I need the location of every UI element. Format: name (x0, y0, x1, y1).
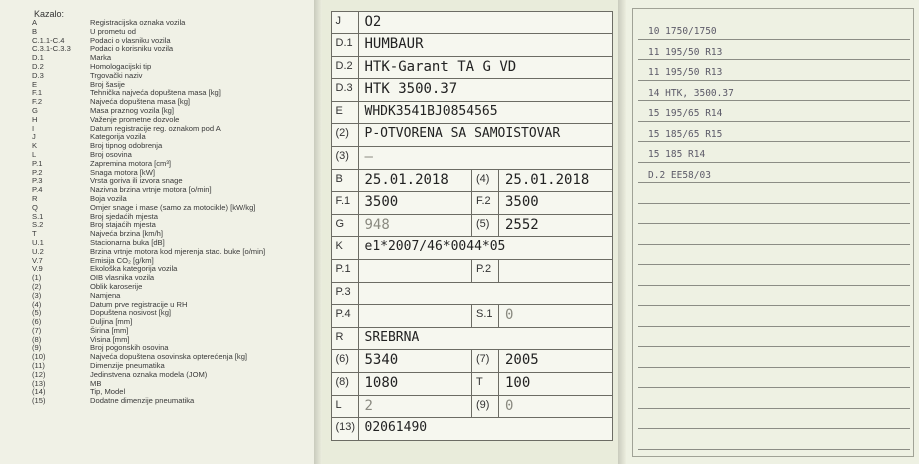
legend-description: Broj sjedaćih mjesta (90, 211, 158, 221)
note-line: 15 195/65 R14 (638, 101, 910, 122)
legend-code: K (32, 141, 38, 151)
field-code: P.4 (331, 304, 359, 328)
legend-description: Tehnička najveća dopuštena masa [kg] (90, 88, 221, 98)
legend-item (32, 98, 322, 107)
field-code: E (331, 101, 359, 125)
field-code: R (331, 327, 359, 351)
legend-code: (7) (32, 325, 42, 335)
legend-code: (4) (32, 299, 42, 309)
note-line (638, 183, 910, 204)
form-row-13 (331, 418, 612, 441)
legend-code: E (32, 79, 38, 89)
legend-code: P.1 (32, 158, 43, 168)
field-value-category: O2 (358, 11, 613, 35)
legend-item (32, 142, 322, 151)
legend-description: Marka (90, 53, 112, 63)
note-line (638, 306, 910, 327)
legend-description: Registracijska oznaka vozila (90, 18, 186, 27)
field-value-power (498, 259, 613, 283)
note-line: D.2 EE58/03 (638, 163, 910, 184)
legend-item (32, 213, 322, 222)
legend-description: Broj šasije (90, 79, 126, 89)
legend-item (32, 283, 322, 292)
legend-description: Kategorija vozila (90, 132, 146, 142)
legend-item (32, 274, 322, 283)
field-code: F.2 (471, 191, 499, 215)
legend-code: B (32, 26, 38, 36)
legend-code: (13) (32, 378, 46, 388)
legend-description: Namjena (90, 290, 121, 300)
note-line: 11 195/50 R13 (638, 40, 910, 61)
field-value-type: HTK-Garant TA G VD (358, 56, 613, 80)
note-line (638, 409, 910, 430)
legend-description: Boja vozila (90, 193, 127, 203)
legend-description: Širina [mm] (90, 325, 129, 335)
legend-code: (9) (32, 343, 42, 353)
legend-code: (14) (32, 387, 46, 397)
field-code: G (331, 214, 359, 238)
form-row-E (331, 101, 612, 124)
legend-description: Jedinstvena oznaka modela (JOM) (90, 369, 208, 379)
legend-item (32, 204, 322, 213)
legend-description: Dodatne dimenzije pneumatika (90, 396, 195, 406)
legend-description: Datum prve registracije u RH (90, 299, 188, 309)
legend-description: Podaci o vlasniku vozila (90, 35, 171, 45)
legend-code: F.2 (32, 97, 43, 107)
legend-code: R (32, 193, 38, 203)
legend-code: V.7 (32, 255, 43, 265)
field-value-height: 1080 (358, 372, 473, 396)
field-code: L (331, 395, 359, 419)
field-value-max-mass: 3500 (498, 191, 613, 215)
legend-item (32, 371, 322, 380)
field-value-trade-name: HTK 3500.37 (358, 78, 613, 102)
field-value-tech-max-mass: 3500 (358, 191, 473, 215)
legend-code: (8) (32, 334, 42, 344)
note-line: 11 195/50 R13 (638, 60, 910, 81)
legend-code: (1) (32, 273, 42, 283)
legend-description: Broj pogonskih osovina (90, 343, 169, 353)
field-code: P.3 (331, 282, 359, 306)
legend-code: J (32, 132, 36, 142)
field-value-rpm (358, 304, 473, 328)
legend-description: Nazivna brzina vrtnje motora [o/min] (90, 185, 212, 195)
field-value-first-reg-hr: 25.01.2018 (498, 169, 613, 193)
legend-description: Podaci o korisniku vozila (90, 44, 174, 54)
field-value-width: 2005 (498, 349, 613, 373)
field-code: (7) (471, 349, 499, 373)
legend-code: C.1.1-C.4 (32, 35, 65, 45)
note-line (638, 286, 910, 307)
legend-description: Najveća brzina [km/h] (90, 229, 164, 239)
form-row-L (331, 395, 612, 418)
legend-description: Važenje prometne dozvole (90, 114, 180, 124)
field-code: S.1 (471, 304, 499, 328)
note-line: 14 HTK, 3500.37 (638, 81, 910, 102)
legend-code: H (32, 114, 38, 124)
field-code: F.1 (331, 191, 359, 215)
legend-description: Homologacijski tip (90, 61, 152, 71)
legend-code: A (32, 18, 38, 27)
field-value-vin: WHDK3541BJ0854565 (358, 101, 613, 125)
legend-code: T (32, 229, 37, 239)
legend-description: Stacionarna buka [dB] (90, 237, 165, 247)
form-row-J (331, 11, 612, 34)
legend-code: (5) (32, 308, 42, 318)
legend-code: S.2 (32, 220, 44, 230)
legend-code: (11) (32, 361, 45, 371)
field-value-body: P-OTVORENA SA SAMOISTOVAR (358, 123, 613, 147)
legend-description: Oblik karoserije (90, 281, 143, 291)
legend-item (32, 133, 322, 142)
form-row-K (331, 237, 612, 260)
field-code: B (331, 169, 359, 193)
field-value-make: HUMBAUR (358, 33, 613, 57)
registration-form (331, 11, 612, 440)
field-value-max-speed: 100 (498, 372, 613, 396)
field-value-empty-mass: 948 (358, 214, 473, 238)
notes-lines (638, 19, 910, 450)
legend-code: C.3.1-C.3.3 (32, 44, 71, 54)
form-row-6 (331, 350, 612, 373)
field-code: (4) (471, 169, 499, 193)
field-code: (3) (331, 146, 359, 170)
note-line (638, 327, 910, 348)
legend-code: F.1 (32, 88, 43, 98)
form-row-F1 (331, 192, 612, 215)
form-row-P3 (331, 282, 612, 305)
legend-code: (10) (32, 352, 46, 362)
legend-item (32, 380, 322, 389)
legend-item (32, 28, 322, 37)
form-row-R (331, 327, 612, 350)
legend-item (32, 151, 322, 160)
legend-code: (3) (32, 290, 42, 300)
legend-code: Q (32, 202, 38, 212)
legend-item (32, 72, 322, 81)
legend-description: Zapremina motora [cm³] (90, 158, 172, 168)
legend-code: P.2 (32, 167, 43, 177)
legend-description: Dopuštena nosivost [kg] (90, 308, 172, 318)
note-line (638, 388, 910, 409)
legend-description: Najveća dopuštena masa [kg] (90, 97, 191, 107)
legend-item (32, 63, 322, 72)
field-code: T (471, 372, 499, 396)
legend-item (32, 318, 322, 327)
legend-item (32, 327, 322, 336)
legend-code: G (32, 105, 38, 115)
legend-description: Vrsta goriva ili izvora snage (90, 176, 183, 186)
legend-item (32, 257, 322, 266)
field-value-fuel (358, 282, 613, 306)
legend-description: Omjer snage i mase (samo za motocikle) [kW/kg] (90, 202, 256, 212)
note-line (638, 204, 910, 225)
legend-item (32, 37, 322, 46)
note-line: 15 185 R14 (638, 142, 910, 163)
form-row-P1 (331, 260, 612, 283)
legend-item (32, 353, 322, 362)
legend-description: Broj stajaćih mjesta (90, 220, 156, 230)
field-code: (5) (471, 214, 499, 238)
form-row-B (331, 169, 612, 192)
legend-description: Duljina [mm] (90, 317, 133, 327)
fold-line (618, 0, 626, 464)
note-line (638, 245, 910, 266)
legend-description: Broj osovina (90, 149, 132, 159)
legend-code: U.2 (32, 246, 44, 256)
legend-item (32, 301, 322, 310)
legend-description: Broj tipnog odobrenja (90, 141, 163, 151)
legend-description: Ekološka kategorija vozila (90, 264, 178, 274)
legend-item (32, 125, 322, 134)
field-value-colour: SREBRNA (358, 327, 613, 351)
field-value-mb: 02061490 (358, 417, 613, 441)
form-row-G (331, 214, 612, 237)
field-value-purpose: – (358, 146, 613, 170)
legend-code: (12) (32, 369, 46, 379)
legend-code: P.4 (32, 185, 43, 195)
legend-description: Visina [mm] (90, 334, 130, 344)
legend-code: (2) (32, 281, 42, 291)
note-line (638, 429, 910, 450)
legend-description: Emisija CO₂ [g/km] (90, 255, 154, 265)
field-code: D.2 (331, 56, 359, 80)
form-row-8 (331, 373, 612, 396)
legend-description: MB (90, 378, 102, 388)
field-code: J (331, 11, 359, 35)
legend-item (32, 336, 322, 345)
form-row-P4 (331, 305, 612, 328)
legend-code: (15) (32, 396, 46, 406)
legend-code: D.1 (32, 53, 44, 63)
legend-description: Trgovački naziv (90, 70, 143, 80)
note-line (638, 265, 910, 286)
legend-item (32, 221, 322, 230)
legend-description: Dimenzije pneumatika (90, 361, 165, 371)
legend-description: Datum registracije reg. oznakom pod A (90, 123, 221, 133)
form-row-D1 (331, 34, 612, 57)
legend-code: V.9 (32, 264, 43, 274)
legend-item (32, 265, 322, 274)
field-value-payload: 2552 (498, 214, 613, 238)
legend-item (32, 19, 322, 28)
legend-item (32, 160, 322, 169)
note-line (638, 224, 910, 245)
legend-code: D.2 (32, 61, 44, 71)
note-line (638, 368, 910, 389)
field-code: (6) (331, 349, 359, 373)
legend-item (32, 186, 322, 195)
legend-item (32, 309, 322, 318)
legend-description: U prometu od (90, 26, 137, 36)
form-row-D3 (331, 79, 612, 102)
form-row-D2 (331, 56, 612, 79)
note-line: 10 1750/1750 (638, 19, 910, 40)
legend-code: D.3 (32, 70, 44, 80)
field-code: P.1 (331, 259, 359, 283)
legend-code: L (32, 149, 37, 159)
field-code: (13) (331, 417, 359, 441)
field-value-displacement (358, 259, 473, 283)
field-value-approval: e1*2007/46*0044*05 (358, 236, 613, 260)
field-code: D.3 (331, 78, 359, 102)
field-code: (8) (331, 372, 359, 396)
field-value-length: 5340 (358, 349, 473, 373)
legend-code: S.1 (32, 211, 44, 221)
field-code: D.1 (331, 33, 359, 57)
field-code: P.2 (471, 259, 499, 283)
field-code: (2) (331, 123, 359, 147)
legend-item (32, 230, 322, 239)
legend-item (32, 397, 322, 406)
field-value-axles: 2 (358, 395, 473, 419)
legend-description: Najveća dopuštena osovinska opterećenja [kg] (90, 352, 248, 362)
legend-code: P.3 (32, 176, 43, 186)
legend-item (32, 54, 322, 63)
legend-list (32, 19, 322, 406)
legend-description: Tip, Model (90, 387, 126, 397)
legend-description: Snaga motora [kW] (90, 167, 155, 177)
legend-code: (6) (32, 317, 42, 327)
form-row-3 (331, 147, 612, 170)
legend-description: Masa praznog vozila [kg] (90, 105, 174, 115)
legend-code: U.1 (32, 237, 44, 247)
field-code: (9) (471, 395, 499, 419)
form-row-2 (331, 124, 612, 147)
field-value-drive-axles: 0 (498, 395, 613, 419)
field-value-seats: 0 (498, 304, 613, 328)
legend-item (32, 248, 322, 257)
note-line: 15 185/65 R15 (638, 122, 910, 143)
legend-code: I (32, 123, 35, 133)
field-code: K (331, 236, 359, 260)
legend-title: Kazalo: (34, 9, 65, 19)
legend-description: Brzina vrtnje motora kod mjerenja stac. buke [o/min] (90, 246, 266, 256)
field-value-first-reg: 25.01.2018 (358, 169, 473, 193)
legend-item (32, 45, 322, 54)
note-line (638, 347, 910, 368)
legend-description: OIB vlasnika vozila (90, 273, 155, 283)
